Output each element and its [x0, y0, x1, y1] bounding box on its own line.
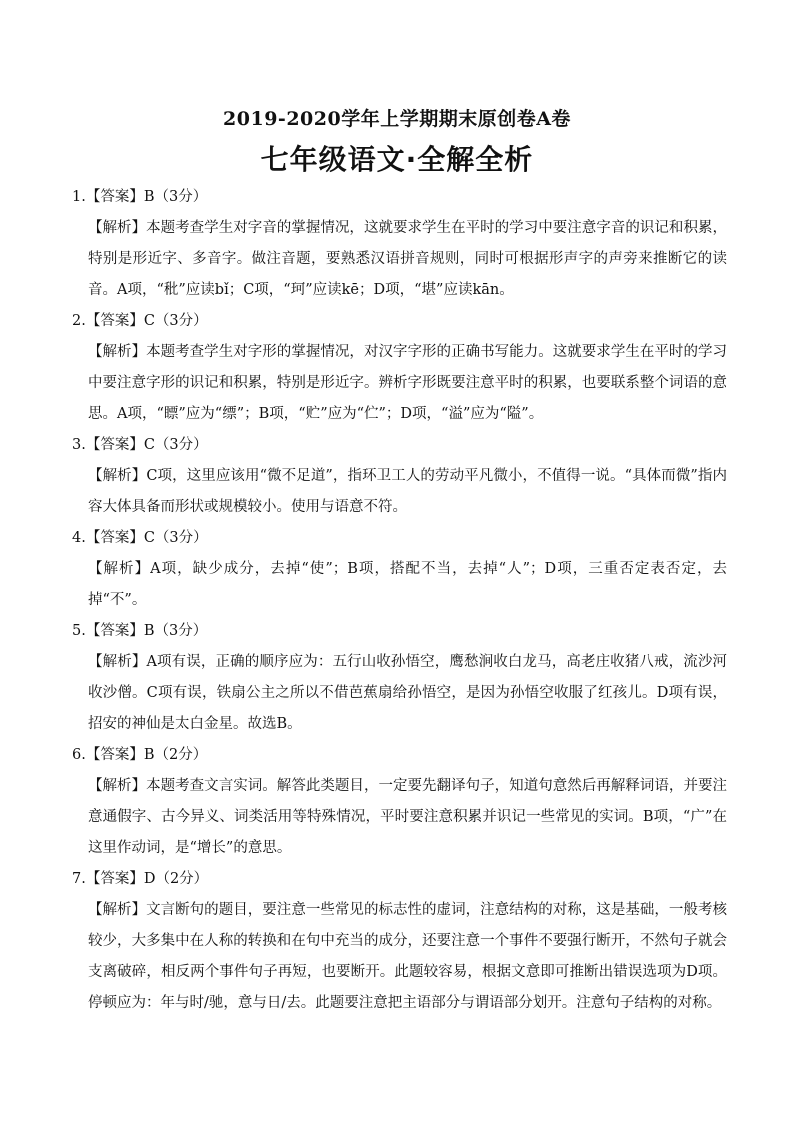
answer-item-1	[72, 182, 727, 306]
answer-line: 7.【答案】D（2分）	[72, 871, 209, 887]
exam-title: 2019-2020学年上学期期末原创卷A卷	[223, 108, 571, 130]
analysis-text: 【解析】A项，缺少成分，去掉“使”；B项，搭配不当，去掉“人”；D项，三重否定表否定，去掉“不”。	[88, 561, 727, 608]
answer-item-5	[72, 616, 727, 740]
answer-line: 5.【答案】B（3分）	[72, 623, 208, 639]
answer-line: 6.【答案】B（2分）	[72, 747, 208, 763]
answer-item-7	[72, 864, 727, 1019]
answer-line: 1.【答案】B（3分）	[72, 189, 208, 205]
answer-line: 3.【答案】C（3分）	[72, 437, 208, 453]
analysis-text: 【解析】本题考查文言实词。解答此类题目，一定要先翻译句子，知道句意然后再解释词语，并要注意通假字、古今异义、词类活用等特殊情况，平时要注意积累并识记一些常见的实词。B项，“广”在这里作动词，是“增长”的意思。	[88, 778, 727, 856]
document-title: 七年级语文·全解全析	[260, 143, 534, 176]
answer-item-3	[72, 430, 727, 523]
analysis-text: 【解析】C项，这里应该用“微不足道”，指环卫工人的劳动平凡微小，不值得一说。“具体而微”指内容大体具备而形状或规模较小。使用与语意不符。	[88, 468, 727, 515]
answer-list	[72, 182, 727, 1019]
analysis-text: 【解析】本题考查学生对字音的掌握情况，这就要求学生在平时的学习中要注意字音的识记和积累，特别是形近字、多音字。做注音题，要熟悉汉语拼音规则，同时可根据形声字的声旁来推断它的读音。A项，“秕”应读bǐ；C项，“珂”应读kē；D项，“堪”应读kān。	[88, 220, 727, 298]
answer-line: 4.【答案】C（3分）	[72, 530, 208, 546]
answer-line: 2.【答案】C（3分）	[72, 313, 208, 329]
analysis-text: 【解析】文言断句的题目，要注意一些常见的标志性的虚词，注意结构的对称，这是基础，一般考核较少，大多集中在人称的转换和在句中充当的成分，还要注意一个事件不要强行断开，不然句子就会支离破碎，相反两个事件句子再短，也要断开。此题较容易，根据文意即可推断出错误选项为D项。停顿应为：年与时/驰，意与日/去。此题要注意把主语部分与谓语部分划开。注意句子结构的对称。	[88, 902, 727, 1011]
analysis-text: 【解析】本题考查学生对字形的掌握情况，对汉字字形的正确书写能力。这就要求学生在平时的学习中要注意字形的识记和积累，特别是形近字。辨析字形既要注意平时的积累，也要联系整个词语的意思。A项，“瞟”应为“缥”；B项，“贮”应为“伫”；D项，“溢”应为“隘”。	[88, 344, 727, 422]
answer-item-6	[72, 740, 727, 864]
answer-item-2	[72, 306, 727, 430]
analysis-text: 【解析】A项有误，正确的顺序应为：五行山收孙悟空，鹰愁涧收白龙马，高老庄收猪八戒，流沙河收沙僧。C项有误，铁扇公主之所以不借芭蕉扇给孙悟空，是因为孙悟空收服了红孩儿。D项有误，招安的神仙是太白金星。故选B。	[88, 654, 727, 732]
answer-item-4	[72, 523, 727, 616]
